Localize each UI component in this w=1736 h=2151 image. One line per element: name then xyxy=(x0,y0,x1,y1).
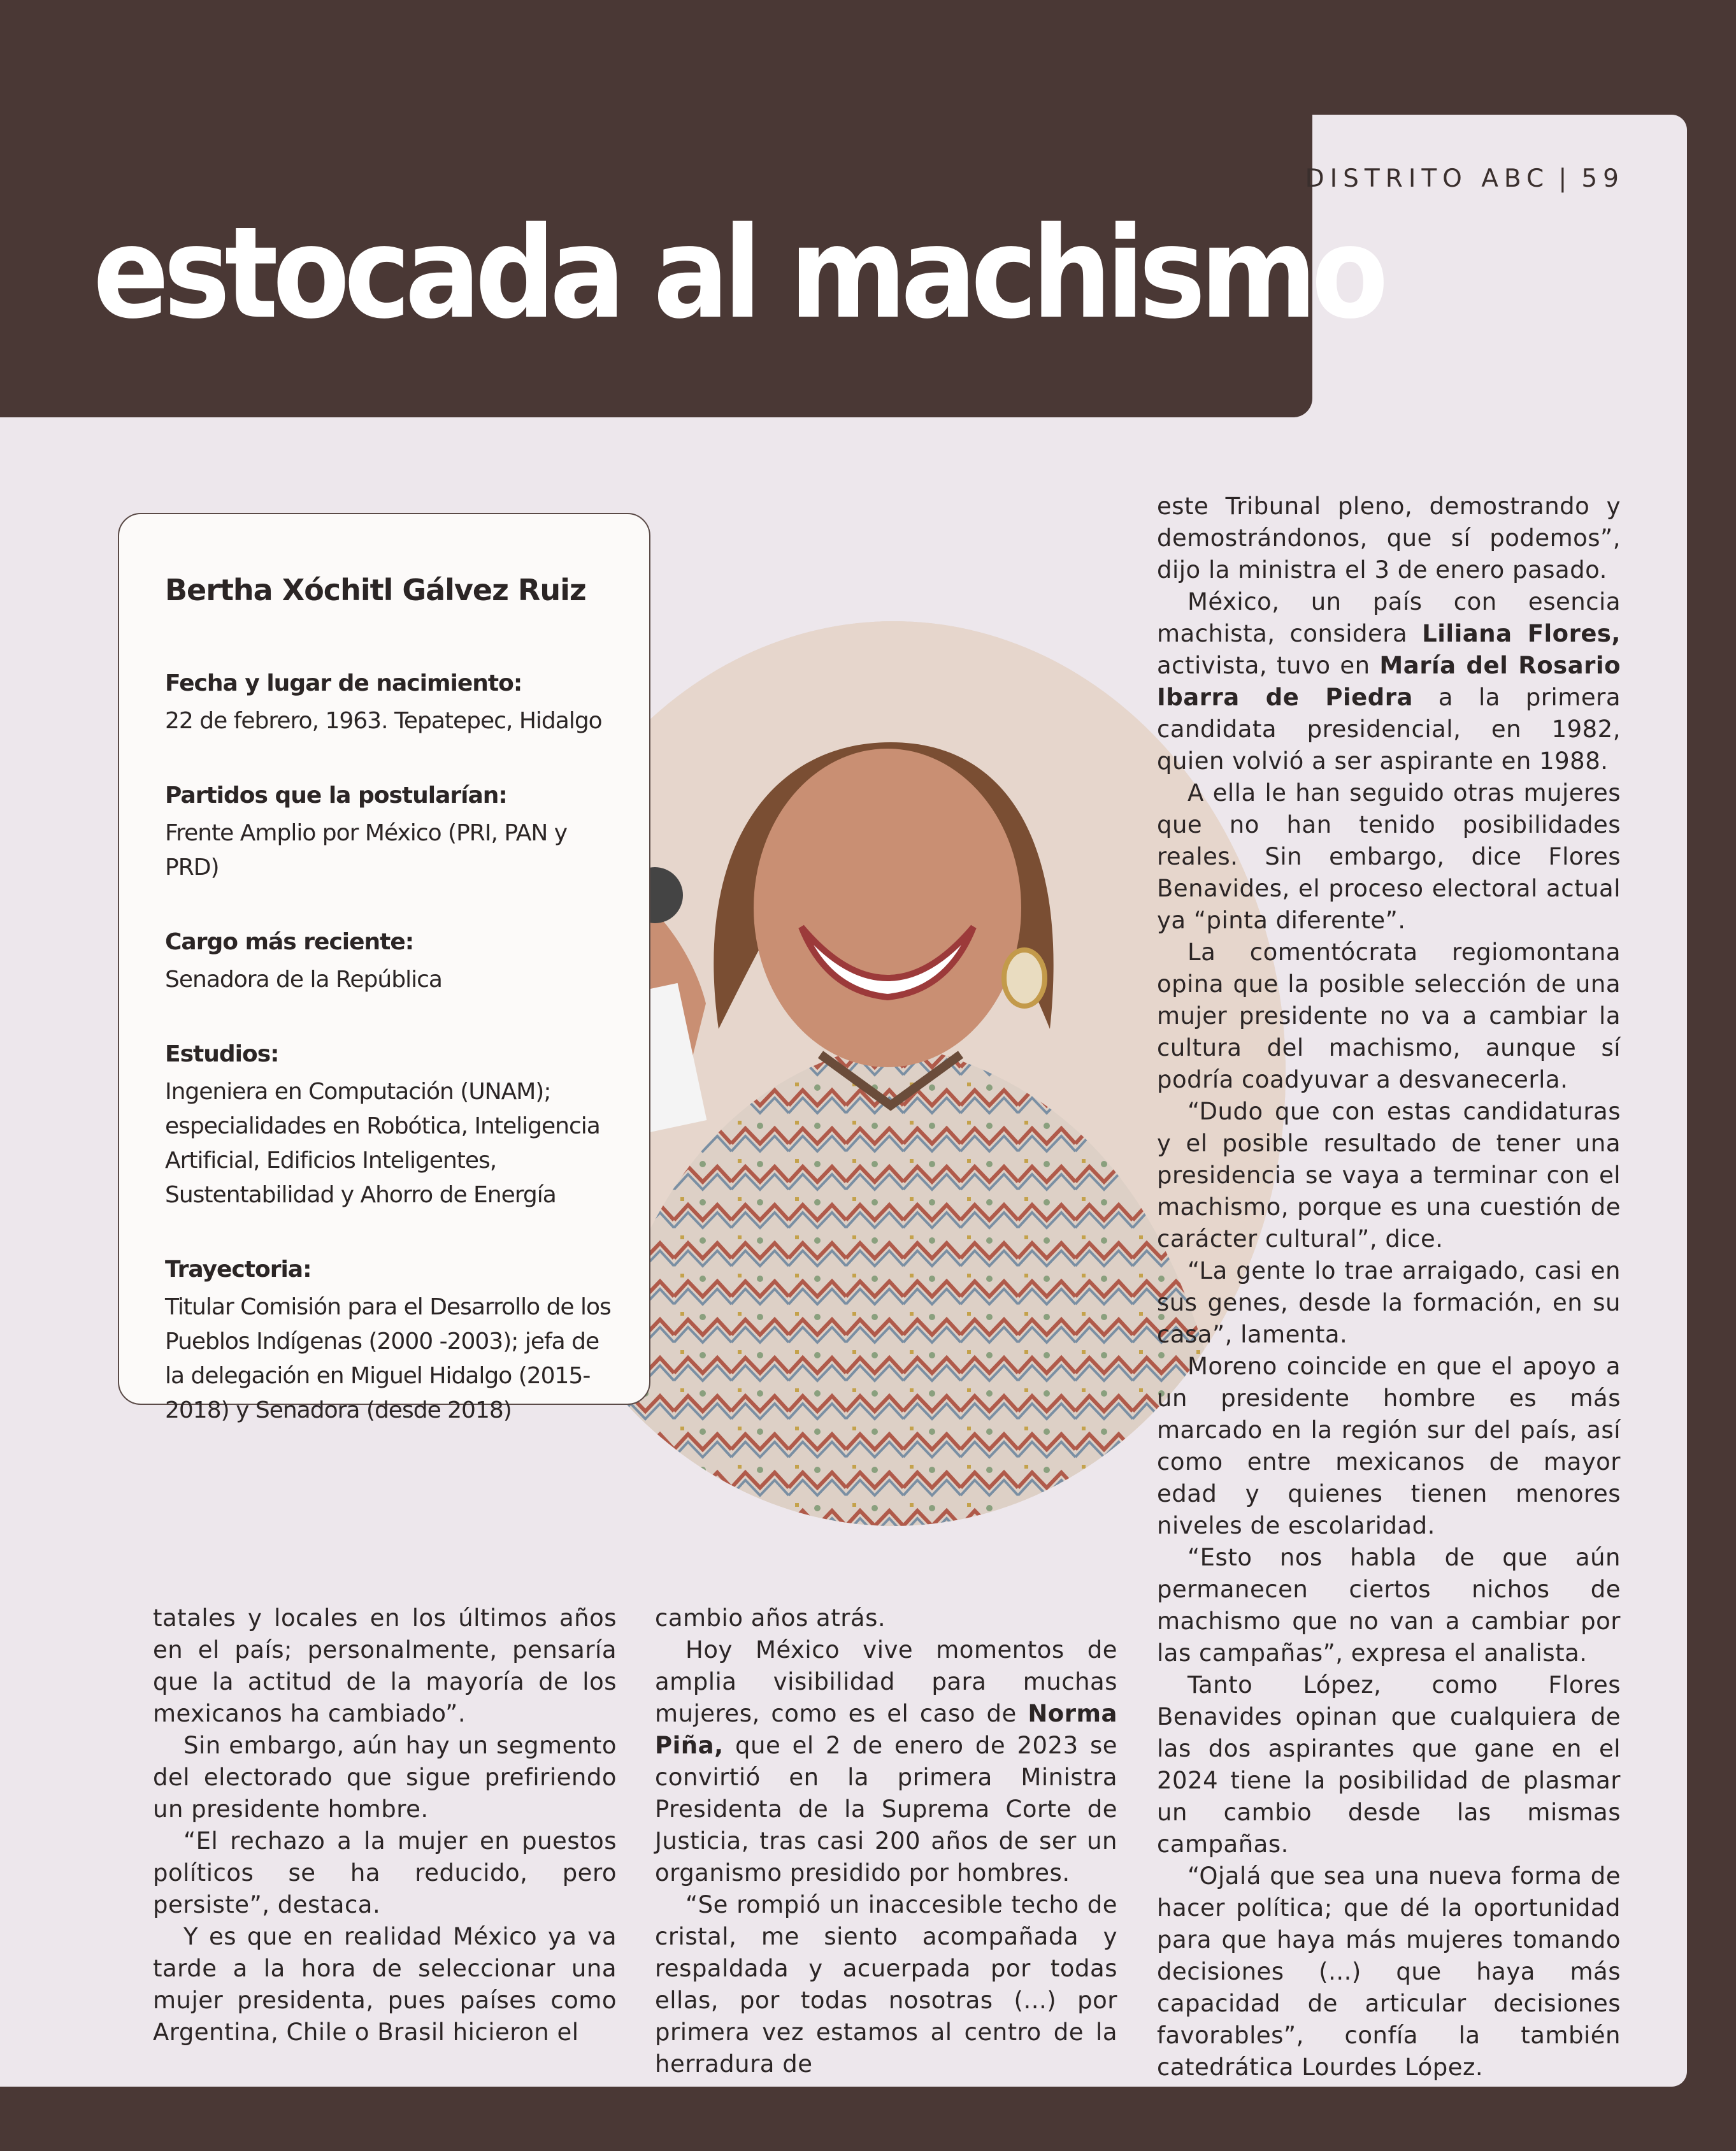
career-value: Titular Comisión para el Desarrollo de los Pueblos Indígenas (2000 -2003); jefa de la delegación en Miguel Hidalgo (2015-2018) y Senadora (desde 2018) xyxy=(165,1294,611,1423)
paragraph: tatales y locales en los últimos años en el país; personalmente, pensaría que la actitud de la mayoría de los mexicanos ha cambiado”. xyxy=(153,1604,617,1727)
text-run: que el 2 de enero de 2023 se convirtió en la primera Ministra Presidenta de la Suprema Corte de Justicia, tras casi 200 años de ser un organismo presidido por hombres. xyxy=(655,1732,1117,1887)
bold-name: María del Rosario Ibarra de Piedra xyxy=(1157,652,1621,711)
paragraph xyxy=(1157,586,1621,777)
bold-name: Liliana Flores, xyxy=(1422,620,1621,647)
bold-name: Norma Piña, xyxy=(655,1700,1117,1759)
parties-value: Frente Amplio por México (PRI, PAN y PRD) xyxy=(165,820,568,881)
text-run: a la primera candidata presidencial, en 1982, quien volvió a ser aspirante en 1988. xyxy=(1157,684,1621,775)
paragraph: cambio años atrás. xyxy=(655,1604,886,1632)
earring xyxy=(1004,950,1045,1006)
article-column-2 xyxy=(655,1602,1117,2080)
face xyxy=(754,749,1021,1067)
paragraph: “Dudo que con estas candidaturas y el posible resultado de tener una presidencia se vaya a terminar con el machismo, porque es una cuestión de carácter cultural”, dice. xyxy=(1157,1098,1621,1253)
parties-label: Partidos que la postularían: xyxy=(165,782,507,809)
running-head xyxy=(1305,164,1625,193)
paragraph: La comentócrata regiomontana opina que la posible selección de una mujer presidente no va a cambiar la cultura del machismo, aunque sí podría coadyuvar a desvanecerla. xyxy=(1157,939,1621,1093)
studies-value: Ingeniera en Computación (UNAM); especialidades en Robótica, Inteligencia Artificial, Edificios Inteligentes, Sustentabilidad y Ahorro de Energía xyxy=(165,1079,600,1208)
paragraph: Tanto López, como Flores Benavides opinan que cualquiera de las dos aspirantes que gane en el 2024 tiene la posibilidad de plasmar un cambio desde las mismas campañas. xyxy=(1157,1671,1621,1858)
paragraph: “Ojalá que sea una nueva forma de hacer política; que dé la oportunidad para que haya más mujeres tomando decisiones (...) que haya más capacidad de articular decisiones favorables”, confía la también catedrática Lourdes López. xyxy=(1157,1862,1621,2081)
paragraph: “Esto nos habla de que aún permanecen ciertos nichos de machismo que no van a cambiar por las campañas”, expresa el analista. xyxy=(1157,1544,1621,1667)
paragraph: Sin embargo, aún hay un segmento del electorado que sigue prefiriendo un presidente hombre. xyxy=(153,1732,617,1823)
paragraph xyxy=(655,1634,1117,1889)
studies-label: Estudios: xyxy=(165,1041,279,1067)
paragraph: Moreno coincide en que el apoyo a un presidente hombre es más marcado en la región sur del país, así como entre mexicanos de mayor edad y quienes tienen menores niveles de escolaridad. xyxy=(1157,1353,1621,1539)
text-run: activista, tuvo en xyxy=(1157,652,1380,679)
section-name: DISTRITO ABC xyxy=(1305,164,1550,193)
headline: estocada al machismo xyxy=(93,199,1383,347)
article-column-3 xyxy=(1157,491,1621,2083)
position-value: Senadora de la República xyxy=(165,967,442,993)
position-label: Cargo más reciente: xyxy=(165,929,414,955)
paragraph: “La gente lo trae arraigado, casi en sus genes, desde la formación, en su casa”, lamenta. xyxy=(1157,1257,1621,1348)
text-run: México, un país con esencia machista, considera xyxy=(1157,588,1621,647)
text-run: Hoy México vive momentos de amplia visibilidad para muchas mujeres, como es el caso de xyxy=(655,1636,1117,1727)
paragraph: este Tribunal pleno, demostrando y demostrándonos, que sí podemos”, dijo la ministra el 3 de enero pasado. xyxy=(1157,493,1621,584)
birth-value: 22 de febrero, 1963. Tepatepec, Hidalgo xyxy=(165,708,602,734)
paragraph: “Se rompió un inaccesible techo de cristal, me siento acompañada y respaldada y acuerpada por todas ellas, por todas nosotras (...) por primera vez estamos al centro de la herradura de xyxy=(655,1891,1117,2078)
paragraph: “El rechazo a la mujer en puestos políticos se ha reducido, pero persiste”, destaca. xyxy=(153,1827,617,1918)
birth-label: Fecha y lugar de nacimiento: xyxy=(165,670,522,696)
paragraph: Y es que en realidad México ya va tarde a la hora de seleccionar una mujer presidenta, pues países como Argentina, Chile o Brasil hicieron el xyxy=(153,1923,617,2046)
separator: | xyxy=(1558,164,1573,193)
career-label: Trayectoria: xyxy=(165,1256,312,1283)
profile-name: Bertha Xóchitl Gálvez Ruiz xyxy=(165,573,586,607)
page-number: 59 xyxy=(1581,164,1625,193)
profile-card xyxy=(118,513,650,1423)
paragraph: A ella le han seguido otras mujeres que no han tenido posibilidades reales. Sin embargo, dice Flores Benavides, el proceso electoral actual ya “pinta diferente”. xyxy=(1157,779,1621,934)
article-column-1 xyxy=(153,1602,617,2048)
